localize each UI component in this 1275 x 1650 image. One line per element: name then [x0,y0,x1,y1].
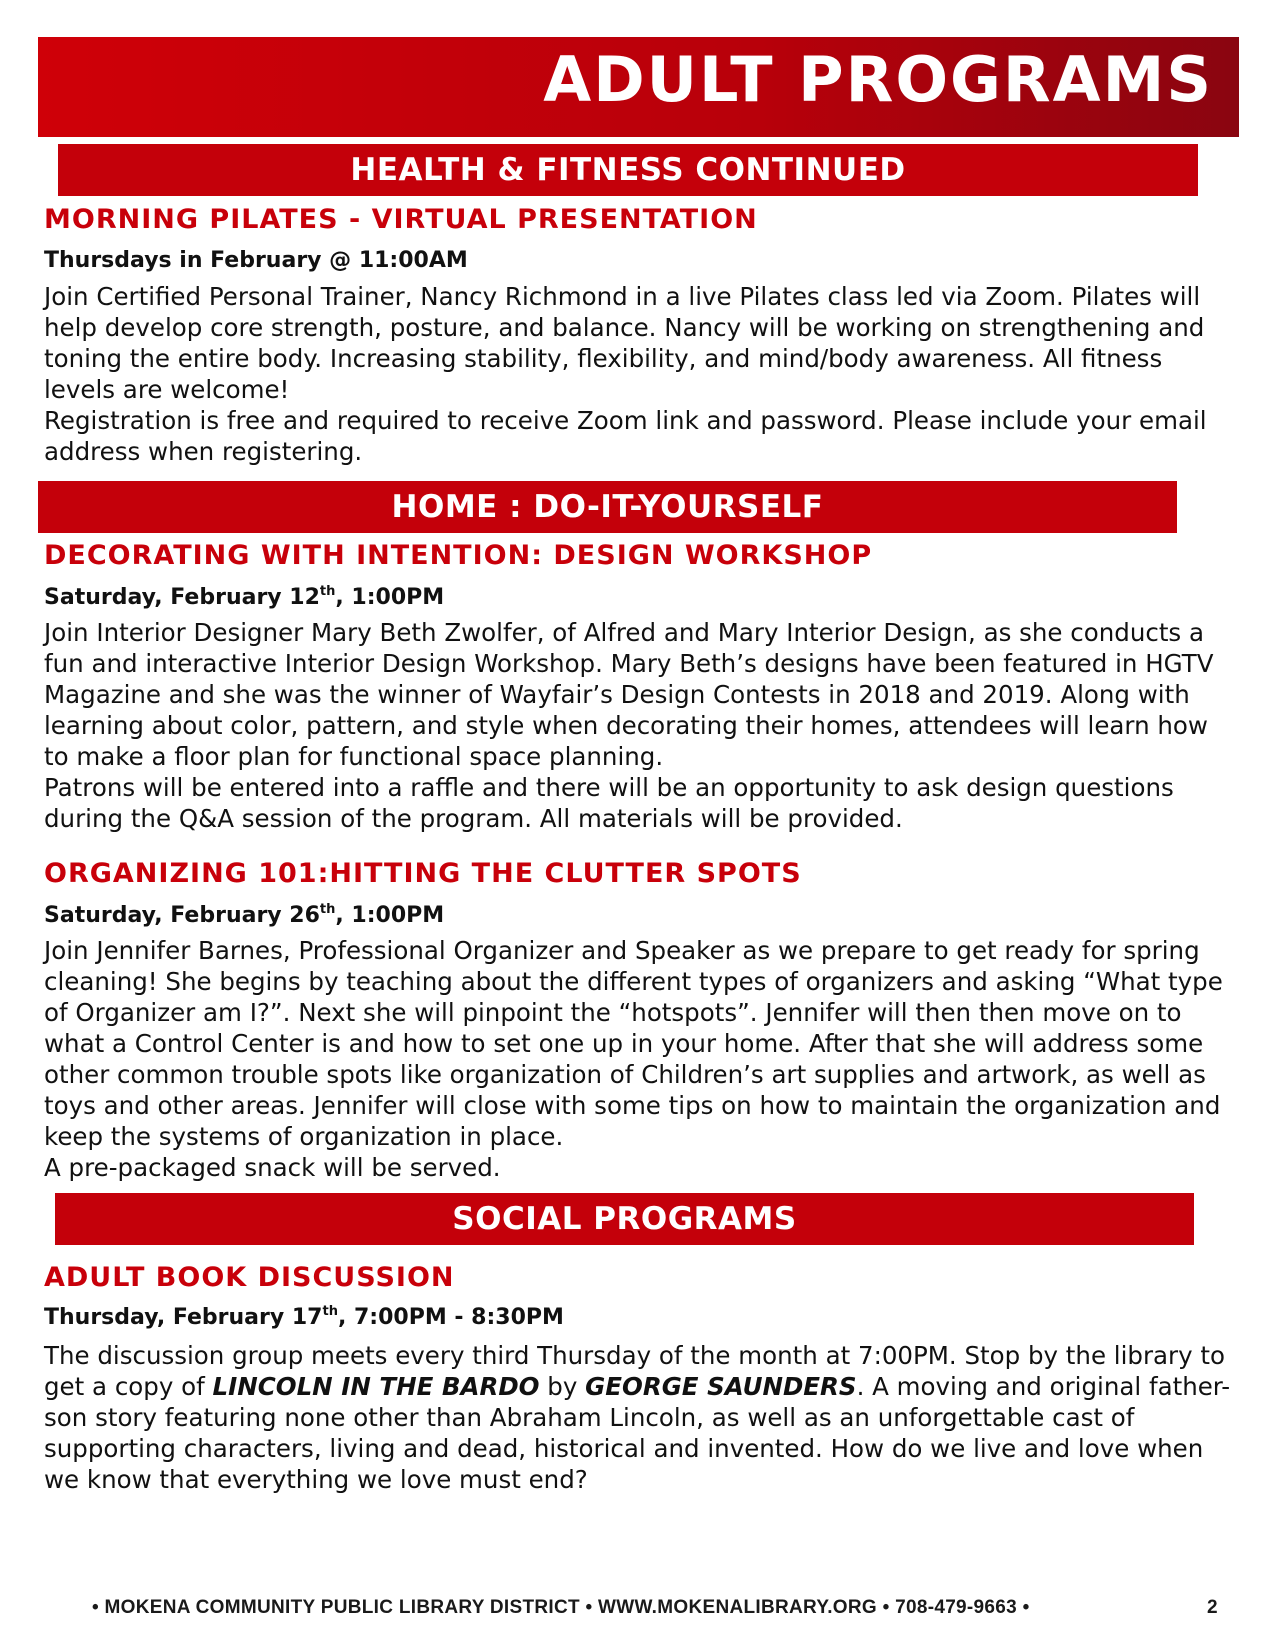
program-title-morning-pilates: MORNING PILATES - VIRTUAL PRESENTATION [44,204,758,235]
page-footer [0,1597,1275,1627]
paragraph: Registration is free and required to receive Zoom link and password. Please include your email address when registering. [44,406,1207,466]
date-text: Thursday, February 17 [44,1305,323,1330]
paragraph: Join Certified Personal Trainer, Nancy Richmond in a live Pilates class led via Zoom. Pilates will help develop core strength, posture, and balance. Nancy will be working on strengthening and toning the entire body. Increasing stability, flexibility, and mind/body awareness. All fitness levels are welcome! [44,282,1205,404]
date-time: , 1:00PM [335,585,445,610]
paragraph: A pre-packaged snack will be served. [44,1153,501,1182]
book-title: LINCOLN IN THE BARDO [212,1372,540,1401]
program-description-decorating [44,617,1234,834]
date-ordinal: th [319,902,336,917]
program-title-organizing: ORGANIZING 101:HITTING THE CLUTTER SPOTS [44,858,802,889]
program-date-morning-pilates: Thursdays in February @ 11:00AM [44,248,468,273]
paragraph [44,1340,1234,1495]
page-number: 2 [1207,1597,1218,1618]
program-description-morning-pilates [44,281,1234,467]
date-ordinal: th [319,584,336,599]
paragraph: Join Interior Designer Mary Beth Zwolfer, of Alfred and Mary Interior Design, as she conducts a fun and interactive Interior Design Workshop. Mary Beth’s designs have been featured in HGTV Magazine and she was the winner of Wayfair’s Design Contests in 2018 and 2019. Along with learning about color, pattern, and style when decorating their homes, attendees will learn how to make a floor plan for functional space planning. [44,618,1214,771]
body-text: . A moving and original father-son story featuring none other than Abraham Lincoln, as well as an unforgettable cast of supporting characters, living and dead, historical and invented. How do we live and love when we know that everything we love must end? [44,1372,1231,1494]
date-text: Saturday, February 26 [44,903,320,928]
program-description-book-discussion [44,1340,1234,1495]
date-time: , 7:00PM - 8:30PM [337,1305,564,1330]
footer-contact-line: • MOKENA COMMUNITY PUBLIC LIBRARY DISTRICT • WWW.MOKENALIBRARY.ORG • 708-479-9663 • [92,1597,1030,1618]
program-date-decorating [44,584,445,610]
section-heading-home-diy: HOME : DO-IT-YOURSELF [38,481,1177,533]
program-date-organizing [44,902,445,928]
section-heading-health-fitness: HEALTH & FITNESS CONTINUED [58,144,1198,196]
date-time: , 1:00PM [335,903,445,928]
body-text: by [539,1372,586,1401]
paragraph: Patrons will be entered into a raffle and there will be an opportunity to ask design questions during the Q&A session of the program. All materials will be provided. [44,773,1174,833]
date-ordinal: th [322,1304,338,1319]
program-title-decorating: DECORATING WITH INTENTION: DESIGN WORKSHOP [44,540,873,571]
body-text: The discussion group meets every third Thursday of the month at 7:00PM. Stop by the library to get a copy of [44,1341,1226,1401]
book-author: GEORGE SAUNDERS [585,1372,857,1401]
page-header-banner [38,37,1239,137]
program-date-book-discussion [44,1304,564,1330]
date-text: Saturday, February 12 [44,585,320,610]
paragraph: Join Jennifer Barnes, Professional Organizer and Speaker as we prepare to get ready for spring cleaning! She begins by teaching about the different types of organizers and asking “What type of Organizer am I?”. Next she will pinpoint the “hotspots”. Jennifer will then then move on to what a Control Center is and how to set one up in your home. After that she will address some other common trouble spots like organization of Children’s art supplies and artwork, as well as toys and other areas. Jennifer will close with some tips on how to maintain the organization and keep the systems of organization in place. [44,936,1223,1151]
page-title: ADULT PROGRAMS [543,43,1213,116]
section-heading-social: SOCIAL PROGRAMS [55,1193,1194,1245]
program-description-organizing [44,935,1234,1183]
program-title-book-discussion: ADULT BOOK DISCUSSION [44,1262,455,1293]
